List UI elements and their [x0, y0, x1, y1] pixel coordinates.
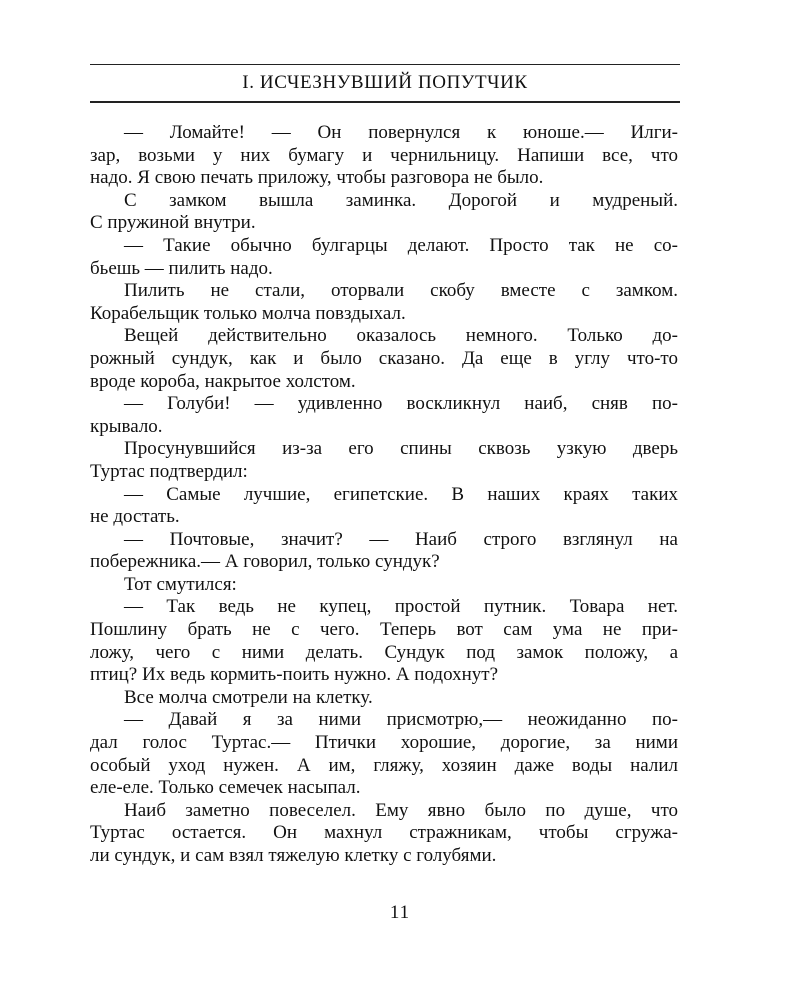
chapter-title: I. ИСЧЕЗНУВШИЙ ПОПУТЧИК: [242, 72, 528, 93]
text-line: Вещей действительно оказалось немного. Только до-: [124, 325, 678, 347]
text-line: Тот смутился:: [124, 573, 237, 595]
text-line: надо. Я свою печать приложу, чтобы разговора не было.: [90, 167, 544, 189]
text-line: Просунувшийся из-за его спины сквозь узкую дверь: [124, 438, 678, 460]
text-line: — Так ведь не купец, простой путник. Товара нет.: [124, 596, 678, 618]
text-line: Наиб заметно повеселел. Ему явно было по душе, что: [124, 799, 678, 821]
text-line: С замком вышла заминка. Дорогой и мудреный.: [124, 189, 678, 211]
header-bottom-rule: [90, 101, 680, 103]
text-line: зар, возьми у них бумагу и чернильницу. Напиши все, что: [90, 144, 678, 166]
text-line: еле-еле. Только семечек насыпал.: [90, 777, 361, 799]
text-line: Туртас остается. Он махнул стражникам, чтобы сгружа-: [90, 822, 678, 844]
text-line: ложу, чего с ними делать. Сундук под замок положу, а: [90, 641, 678, 663]
text-line: — Голуби! — удивленно воскликнул наиб, сняв по-: [124, 393, 678, 415]
text-line: С пружиной внутри.: [90, 212, 256, 234]
text-line: — Давай я за ними присмотрю,— неожиданно по-: [124, 709, 678, 731]
text-line: не достать.: [90, 506, 180, 528]
text-line: особый уход нужен. А им, гляжу, хозяин даже воды налил: [90, 754, 678, 776]
text-line: — Самые лучшие, египетские. В наших краях таких: [124, 483, 678, 505]
body-text: [90, 122, 678, 868]
text-line: Пошлину брать не с чего. Теперь вот сам ума не при-: [90, 619, 678, 641]
running-header: [90, 64, 680, 102]
text-line: — Такие обычно булгарцы делают. Просто так не со-: [124, 234, 678, 256]
text-line: — Ломайте! — Он повернулся к юноше.— Илги-: [124, 122, 678, 143]
text-line: побережника.— А говорил, только сундук?: [90, 551, 440, 573]
text-line: дал голос Туртас.— Птички хорошие, дорогие, за ними: [90, 732, 678, 754]
text-line: Пилить не стали, оторвали скобу вместе с замком.: [124, 280, 678, 302]
text-line: бьешь — пилить надо.: [90, 257, 273, 279]
text-line: Корабельщик только молча повздыхал.: [90, 302, 406, 324]
text-line: ли сундук, и сам взял тяжелую клетку с голубями.: [90, 845, 497, 866]
text-line: Туртас подтвердил:: [90, 460, 248, 482]
page-number: 11: [389, 902, 411, 923]
header-top-rule: [90, 64, 680, 65]
text-line: птиц? Их ведь кормить-поить нужно. А подохнут?: [90, 664, 499, 686]
text-line: крывало.: [90, 415, 163, 437]
text-line: — Почтовые, значит? — Наиб строго взглянул на: [124, 528, 678, 550]
text-line: Все молча смотрели на клетку.: [124, 686, 373, 708]
text-line: рожный сундук, как и было сказано. Да еще в углу что-то: [90, 347, 678, 369]
text-line: вроде короба, накрытое холстом.: [90, 370, 356, 392]
